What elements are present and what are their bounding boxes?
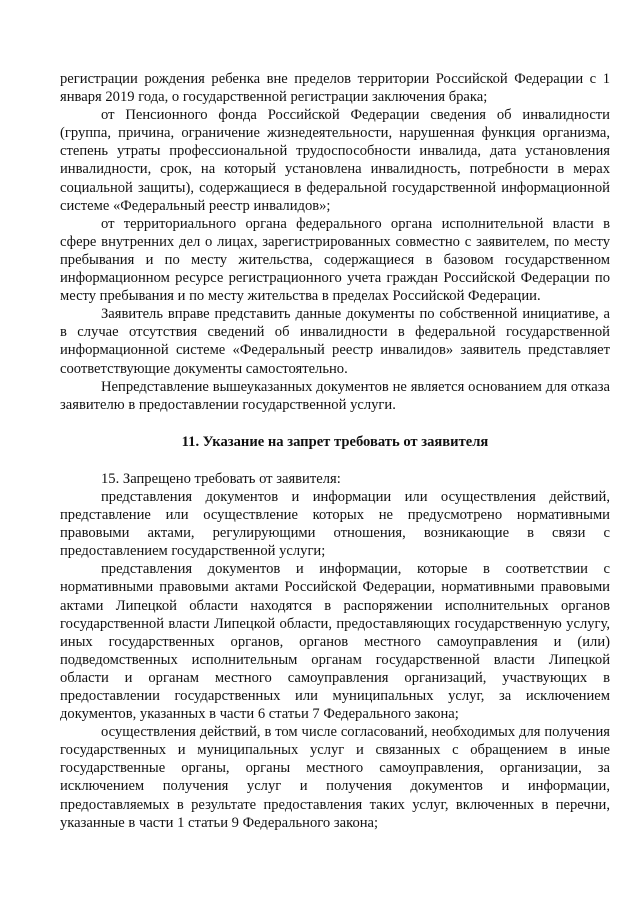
paragraph-prohibition-1: представления документов и информации или осуществления действий, представление или осуществление которых не предусмотрено нормативными правовыми актами, регулирующими отношения, возникающие в связи с предоставлением государственной услуги; — [60, 488, 610, 560]
paragraph-prohibition-3: осуществления действий, в том числе согласований, необходимых для получения государственных и муниципальных услуг и связанных с обращением в иные государственные органы, органы местного самоуправления, организации, за исключением получения услуг и получения документов и информации, предоставляемых в результате предоставления таких услуг, включенных в перечни, указанные в части 1 статьи 9 Федерального закона; — [60, 724, 610, 831]
paragraph-birth-registration: регистрации рождения ребенка вне пределов территории Российской Федерации с 1 января 2019 года, о государственной регистрации заключения брака; — [60, 71, 610, 106]
paragraph-prohibition-intro: 15. Запрещено требовать от заявителя: — [101, 470, 341, 487]
paragraph-applicant-right: Заявитель вправе представить данные документы по собственной инициативе, а в случае отсутствия сведений об инвалидности в федеральной государственной информационной системе «Федеральный реестр инвалидов» заявитель представляет соответствующие документы самостоятельно. — [60, 306, 610, 377]
paragraph-non-submission: Непредставление вышеуказанных документов не является основанием для отказа заявителю в предоставлении государственной услуги. — [60, 378, 610, 413]
paragraph-prohibition-2: представления документов и информации, которые в соответствии с нормативными правовыми актами Российской Федерации, нормативными правовыми актами Липецкой области находятся в распоряжении исполнительных органов государственной власти Липецкой области, предоставляющих государственную услугу, иных государственных органов, органов местного самоуправления и (или) подведомственных исполнительным органам государственной власти Липецкой области и органам местного самоуправления организаций, участвующих в предоставлении государственных или муниципальных услуг, за исключением документов, указанных в части 6 статьи 7 Федерального закона; — [60, 561, 610, 723]
paragraph-pension-fund: от Пенсионного фонда Российской Федерации сведения об инвалидности (группа, причина, ограничение жизнедеятельности, нарушенная функция организма, степень утраты профессиональной трудоспособности инвалида, дата установления инвалидности, срок, на который установлена инвалидность, потребности в мерах социальной защиты), содержащиеся в федеральной государственной информационной системе «Федеральный реестр инвалидов»; — [60, 107, 610, 214]
paragraph-internal-affairs: от территориального органа федерального органа исполнительной власти в сфере внутренних дел о лицах, зарегистрированных совместно с заявителем, по месту пребывания и по месту жительства, содержащиеся в базовом государственном информационном ресурсе регистрационного учета граждан Российской Федерации по месту пребывания и по месту жительства в пределах Российской Федерации. — [60, 215, 610, 305]
section-heading: 11. Указание на запрет требовать от заявителя — [181, 433, 489, 450]
document-page — [60, 70, 610, 832]
